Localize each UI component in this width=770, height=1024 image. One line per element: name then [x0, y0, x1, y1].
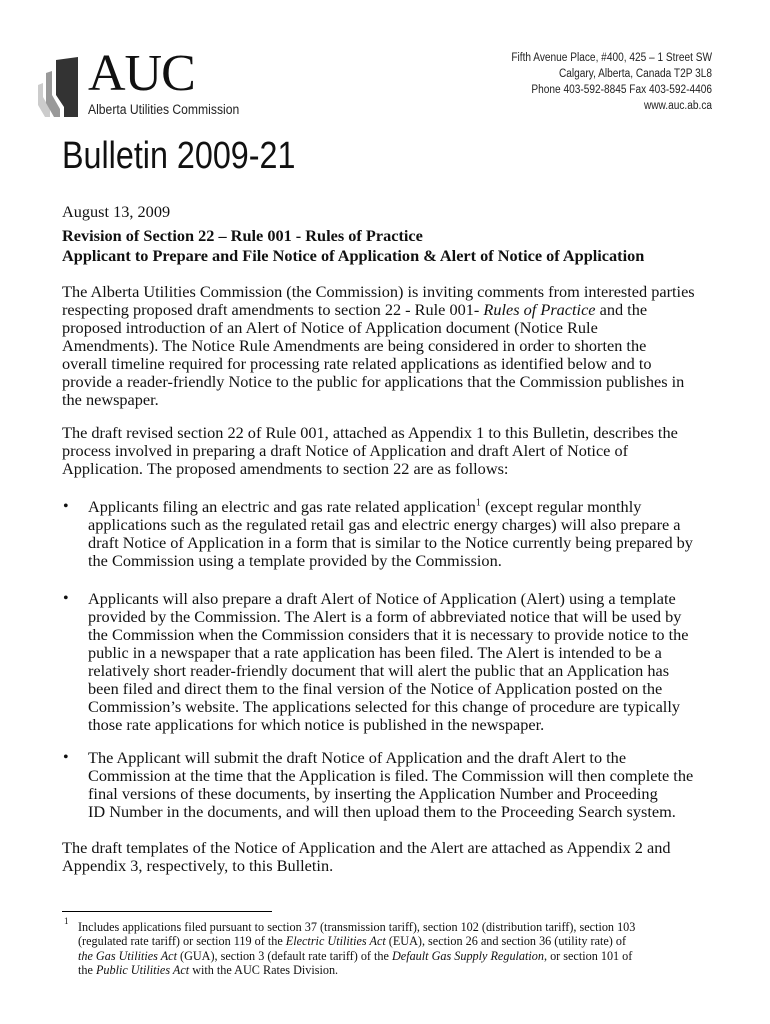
text-line: [88, 803, 693, 821]
text-segment: draft Notice of Application in a form that is similar to the Notice currently being prepared by: [88, 533, 693, 552]
text-segment: Includes applications filed pursuant to section 37 (transmission tariff), section 102 (distribution tariff), section 103: [78, 920, 636, 934]
text-line: [62, 839, 671, 857]
date: August 13, 2009: [62, 202, 171, 221]
text-line: [88, 516, 693, 534]
text-segment: Applicants will also prepare a draft Alert of Notice of Application (Alert) using a template: [88, 589, 676, 608]
text-segment: the Gas Utilities Act: [78, 948, 177, 963]
text-line: [62, 391, 695, 409]
text-line: [62, 319, 695, 337]
bullet-icon: •: [63, 749, 69, 766]
text-line: [62, 442, 678, 460]
text-line: [88, 749, 693, 767]
text-line: [62, 301, 695, 319]
text-line: [62, 283, 695, 301]
text-segment: Amendments). The Notice Rule Amendments are being considered in order to shorten the: [62, 336, 647, 355]
text-segment: the Commission when the Commission considers that it is necessary to provide notice to the: [88, 625, 689, 644]
text-line: [88, 590, 689, 608]
text-segment: those rate applications for which notice is published in the newspaper.: [88, 715, 545, 734]
text-segment: Commission at the time that the Application is filed. The Commission will then complete the: [88, 766, 694, 785]
text-line: [88, 498, 693, 516]
text-line: [62, 373, 695, 391]
text-segment: with the AUC Rates Division.: [189, 963, 339, 978]
text-line: [88, 608, 689, 626]
text-line: [78, 963, 635, 977]
text-segment: the Commission using a template provided by the Commission.: [88, 551, 502, 570]
text-segment: public in a newspaper that a rate application has been filed. The Alert is intended to be a: [88, 643, 662, 662]
text-line: [62, 424, 678, 442]
text-segment: overall timeline required for processing rate related applications as identified below and to: [62, 354, 652, 373]
subject-line: Applicant to Prepare and File Notice of Application & Alert of Notice of Application: [62, 246, 645, 265]
text-line: [88, 767, 693, 785]
footnote-reference: 1: [475, 497, 481, 509]
text-line: [88, 680, 689, 698]
text-line: [78, 949, 635, 963]
text-segment: (except regular monthly: [480, 497, 642, 516]
text-line: [62, 337, 695, 355]
logo-text: AUC: [88, 45, 195, 102]
text-segment: Electric Utilities Act: [285, 934, 386, 949]
footnote: [78, 920, 635, 978]
text-segment: Application. The proposed amendments to section 22 are as follows:: [62, 459, 509, 478]
paragraph: [62, 424, 678, 478]
footnote-mark: 1: [64, 916, 69, 926]
text-segment: the newspaper.: [62, 390, 159, 409]
text-line: [62, 857, 671, 875]
text-segment: (GUA), section 3 (default rate tariff) of the: [176, 948, 392, 963]
text-segment: process involved in preparing a draft Notice of Application and draft Alert of Notice of: [62, 441, 629, 460]
address-line: Calgary, Alberta, Canada T2P 3L8: [558, 68, 712, 80]
paragraph: [62, 283, 695, 409]
paragraph: [62, 839, 671, 875]
text-segment: the: [78, 963, 96, 978]
text-segment: (regulated rate tariff) or section 119 of the: [78, 934, 286, 949]
address-line: Fifth Avenue Place, #400, 425 – 1 Street SW: [511, 52, 712, 64]
text-segment: been filed and direct them to the final version of the Notice of Application posted on the: [88, 679, 663, 698]
phone-fax: Phone 403-592-8845 Fax 403-592-4406: [531, 84, 712, 96]
text-line: [88, 785, 693, 803]
text-segment: The Applicant will submit the draft Notice of Application and the draft Alert to the: [88, 748, 627, 767]
text-segment: The Alberta Utilities Commission (the Commission) is inviting comments from interested parties: [62, 282, 695, 301]
subject: [62, 226, 644, 266]
auc-logo-icon: [38, 57, 78, 117]
page-title: Bulletin 2009-21: [62, 135, 296, 177]
text-line: [62, 460, 678, 478]
text-segment: Default Gas Supply Regulation: [391, 948, 544, 963]
text-line: [88, 626, 689, 644]
text-line: [88, 716, 689, 734]
text-segment: respecting proposed draft amendments to section 22 - Rule 001-: [62, 300, 484, 319]
text-segment: provide a reader-friendly Notice to the public for applications that the Commission publishes in: [62, 372, 685, 391]
text-line: [62, 355, 695, 373]
text-segment: , or section 101 of: [543, 948, 633, 963]
text-line: [88, 698, 689, 716]
text-segment: proposed introduction of an Alert of Notice of Application document (Notice Rule: [62, 318, 598, 337]
address-block: [511, 50, 712, 114]
text-segment: The draft templates of the Notice of Application and the Alert are attached as Appendix 2 and: [62, 838, 671, 857]
text-line: [88, 644, 689, 662]
text-line: [78, 920, 635, 934]
text-line: [88, 534, 693, 552]
text-segment: applications such as the regulated retail gas and electric energy charges) will also prepare a: [88, 515, 681, 534]
bullet-item: [88, 749, 693, 821]
text-segment: Commission’s website. The applications selected for this change of procedure are typically: [88, 697, 680, 716]
text-segment: (EUA), section 26 and section 36 (utility rate) of: [385, 934, 627, 949]
text-segment: The draft revised section 22 of Rule 001, attached as Appendix 1 to this Bulletin, describes the: [62, 423, 678, 442]
text-line: [88, 662, 689, 680]
text-segment: relatively short reader-friendly document that will alert the public that an Application has: [88, 661, 670, 680]
logo-subtitle: Alberta Utilities Commission: [88, 102, 240, 117]
text-line: [78, 934, 635, 948]
text-line: [88, 552, 693, 570]
subject-line: Revision of Section 22 – Rule 001 - Rules of Practice: [62, 226, 423, 245]
text-segment: and the: [595, 300, 648, 319]
bullet-item: [88, 498, 693, 570]
bullet-item: [88, 590, 689, 734]
text-segment: Rules of Practice: [483, 300, 596, 319]
footnote-divider: [62, 911, 272, 912]
text-segment: ID Number in the documents, and will then upload them to the Proceeding Search system.: [88, 802, 676, 821]
bullet-icon: •: [63, 498, 69, 515]
text-segment: Public Utilities Act: [95, 963, 190, 978]
text-segment: final versions of these documents, by inserting the Application Number and Proceeding: [88, 784, 658, 803]
text-segment: Applicants filing an electric and gas rate related application: [88, 497, 476, 516]
bullet-icon: •: [63, 590, 69, 607]
website-link[interactable]: www.auc.ab.ca: [643, 100, 712, 112]
text-segment: Appendix 3, respectively, to this Bulletin.: [62, 856, 334, 875]
text-segment: provided by the Commission. The Alert is a form of abbreviated notice that will be used by: [88, 607, 682, 626]
